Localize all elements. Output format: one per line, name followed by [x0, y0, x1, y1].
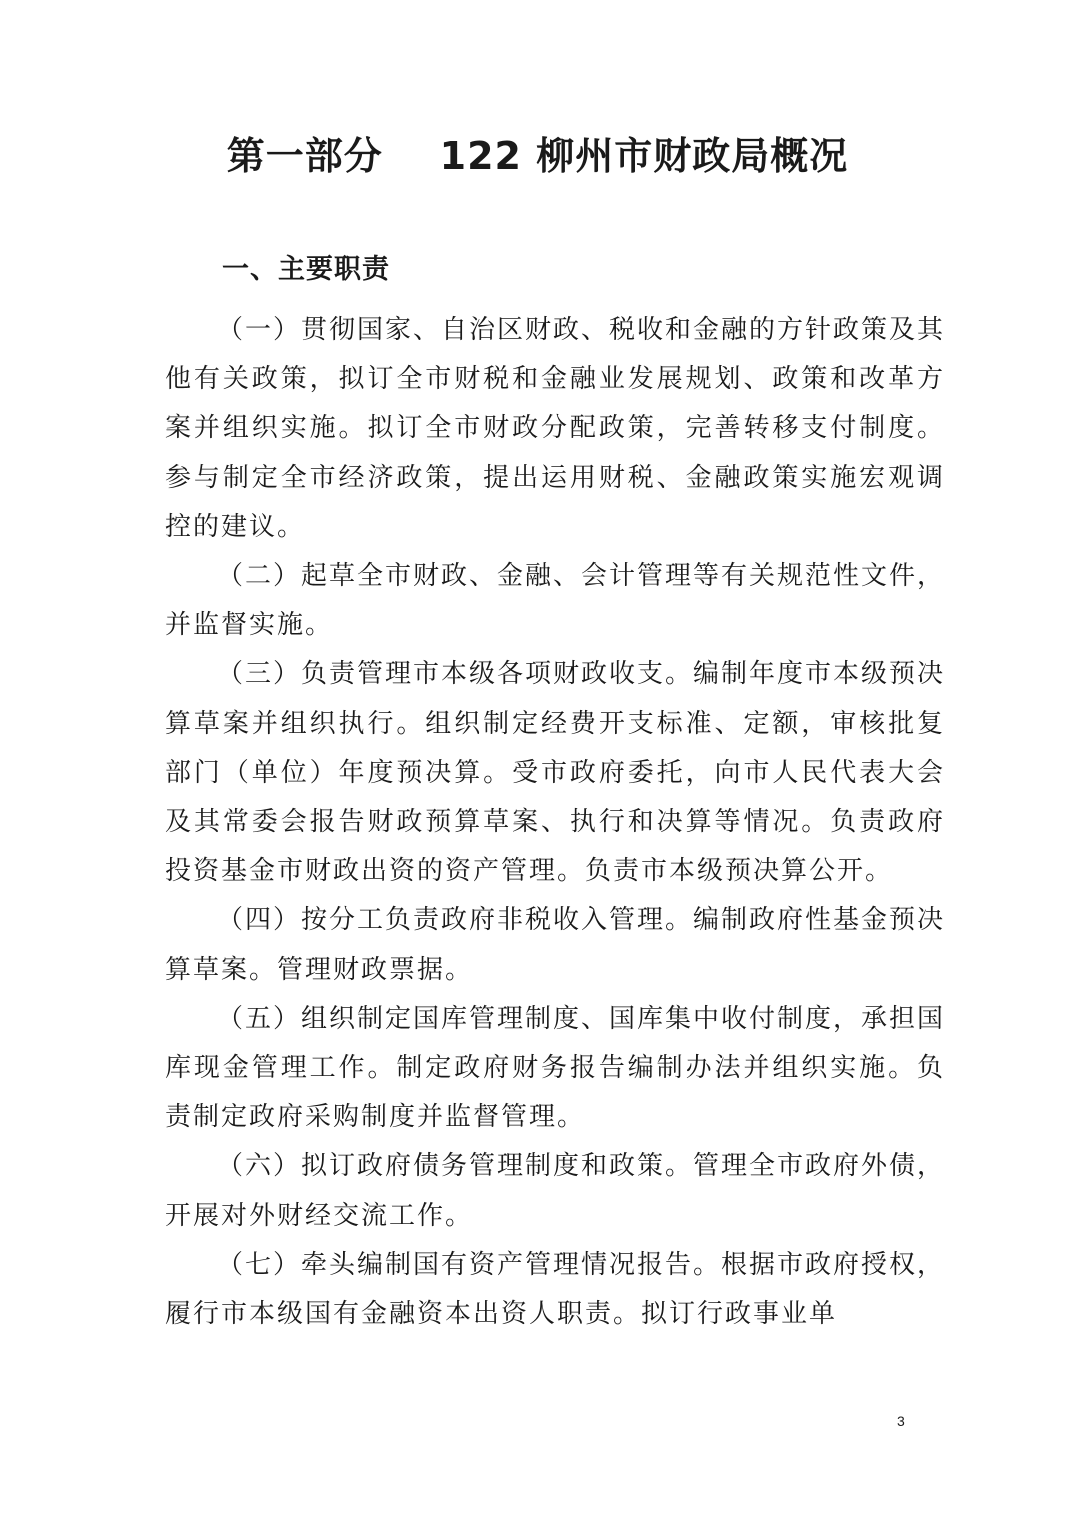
paragraph-2: （二）起草全市财政、金融、会计管理等有关规范性文件，并监督实施。: [165, 561, 946, 641]
page-title: 第一部分 122 柳州市财政局概况: [226, 134, 849, 178]
paragraph-3: （三）负责管理市本级各项财政收支。编制年度市本级预决算草案并组织执行。组织制定经费开支标准、定额，审核批复部门（单位）年度预决算。受市政府委托，向市人民代表大会及其常委会报告财政预算草案、执行和决算等情况。负责政府投资基金市财政出资的资产管理。负责市本级预决算公开。: [165, 659, 946, 887]
paragraph-6: （六）拟订政府债务管理制度和政策。管理全市政府外债，开展对外财经交流工作。: [165, 1151, 946, 1231]
section-heading: 一、主要职责: [222, 254, 390, 285]
body-text: [165, 306, 945, 1339]
paragraph-5: （五）组织制定国库管理制度、国库集中收付制度，承担国库现金管理工作。制定政府财务报告编制办法并组织实施。负责制定政府采购制度并监督管理。: [165, 1003, 946, 1133]
paragraph-4: （四）按分工负责政府非税收入管理。编制政府性基金预决算草案。管理财政票据。: [165, 905, 946, 985]
page-number: 3: [897, 1413, 905, 1429]
paragraph-1: （一）贯彻国家、自治区财政、税收和金融的方针政策及其他有关政策，拟订全市财税和金融业发展规划、政策和改革方案并组织实施。拟订全市财政分配政策，完善转移支付制度。参与制定全市经济政策，提出运用财税、金融政策实施宏观调控的建议。: [165, 315, 946, 542]
paragraph-7: （七）牵头编制国有资产管理情况报告。根据市政府授权，履行市本级国有金融资本出资人职责。拟订行政事业单: [165, 1249, 946, 1330]
